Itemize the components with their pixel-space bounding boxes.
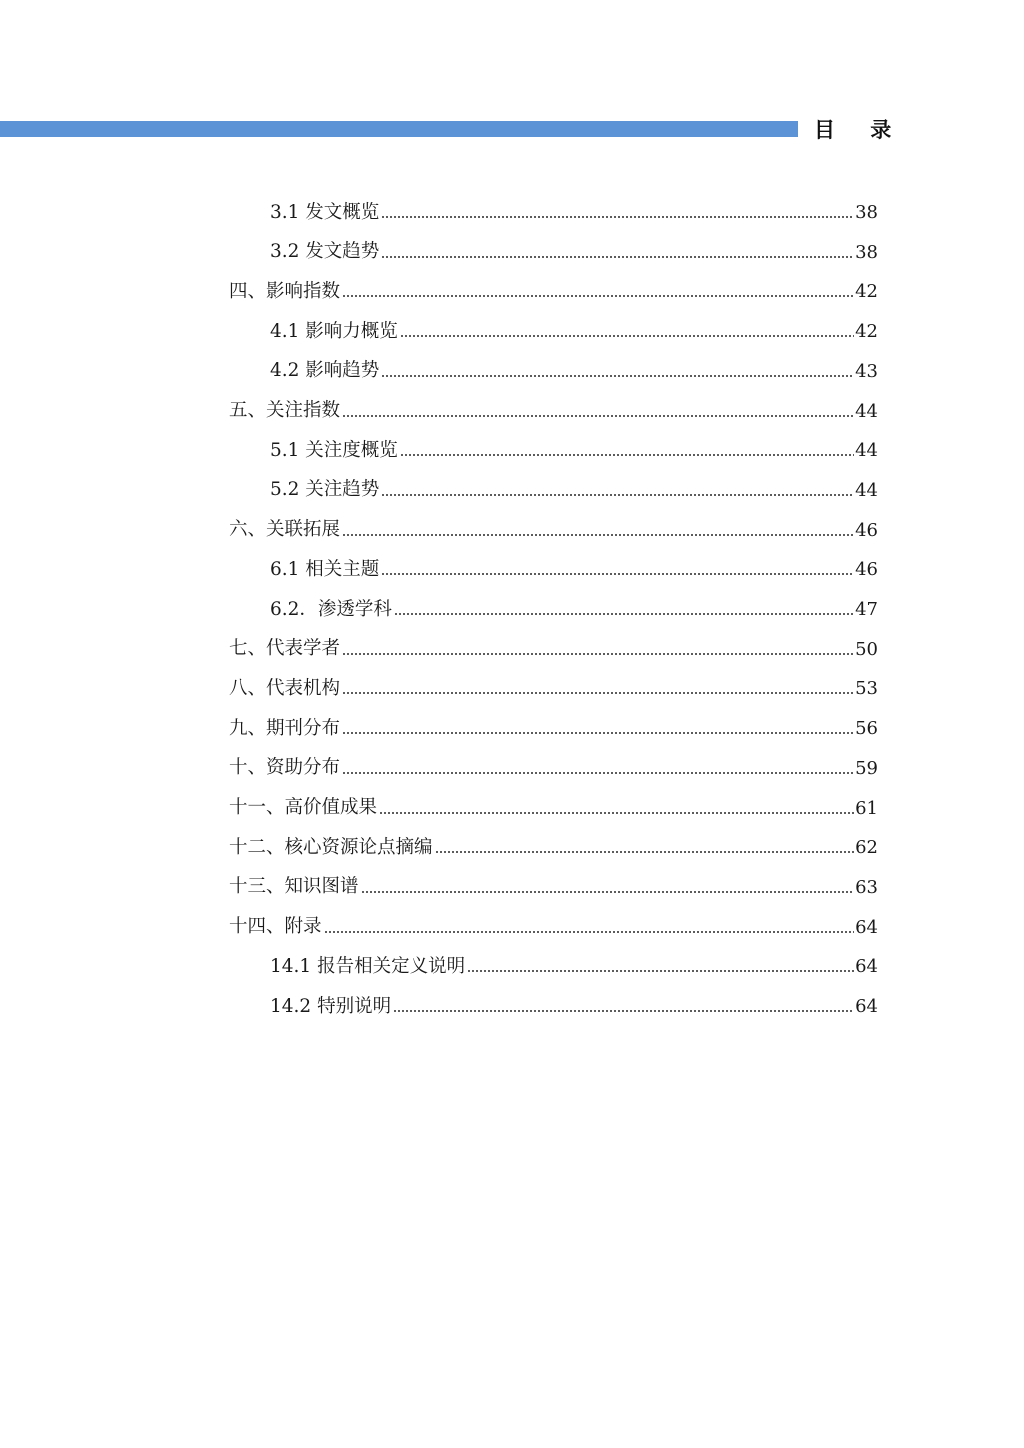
toc-leader-dots — [342, 692, 854, 694]
toc-entry-page: 42 — [855, 281, 878, 303]
toc-entry[interactable] — [270, 984, 878, 1016]
toc-entry-label: 十、资助分布 — [229, 757, 341, 779]
toc-entry[interactable] — [270, 230, 878, 262]
toc-entry-page: 64 — [855, 916, 878, 938]
toc-entry-label: 四、影响指数 — [229, 280, 341, 302]
toc-entry-page: 64 — [855, 956, 878, 978]
toc-entry-page: 63 — [855, 876, 878, 898]
toc-entry-page: 38 — [855, 241, 878, 263]
toc-entry[interactable] — [270, 428, 878, 460]
toc-entry-label: 七、代表学者 — [229, 638, 341, 660]
toc-entry-label: 4.2 影响趋势 — [270, 360, 380, 382]
toc-entry-page: 46 — [855, 559, 878, 581]
toc-entry[interactable] — [229, 627, 878, 659]
toc-leader-dots — [381, 494, 854, 496]
toc-entry-page: 43 — [855, 360, 878, 382]
toc-entry-label: 14.1 报告相关定义说明 — [270, 955, 466, 977]
toc-entry-page: 62 — [855, 837, 878, 859]
toc-leader-dots — [379, 812, 854, 814]
toc-entry-page: 44 — [855, 479, 878, 501]
toc-leader-dots — [381, 256, 854, 258]
toc-entry[interactable] — [229, 786, 878, 818]
toc-entry-label: 十三、知识图谱 — [229, 876, 359, 898]
toc-entry-page: 50 — [855, 638, 878, 660]
toc-entry[interactable] — [229, 706, 878, 738]
toc-entry-label: 3.1 发文概览 — [270, 201, 380, 223]
toc-entry[interactable] — [229, 389, 878, 421]
toc-entry-page: 38 — [855, 202, 878, 223]
toc-leader-dots — [342, 415, 854, 417]
toc-entry-page: 53 — [855, 678, 878, 700]
toc-entry-page: 42 — [855, 321, 878, 343]
toc-leader-dots — [394, 613, 854, 615]
toc-entry[interactable] — [270, 349, 878, 381]
toc-entry[interactable] — [270, 190, 878, 222]
toc-entry[interactable] — [270, 547, 878, 579]
toc-entry[interactable] — [229, 905, 878, 937]
toc-leader-dots — [342, 732, 854, 734]
toc-entry-label: 十一、高价值成果 — [229, 797, 378, 818]
toc-entry[interactable] — [229, 746, 878, 778]
toc-entry[interactable] — [270, 587, 878, 619]
toc-leader-dots — [467, 970, 854, 972]
toc-entry-page: 56 — [855, 718, 878, 740]
toc-leader-dots — [381, 375, 854, 377]
toc-entry-label: 九、期刊分布 — [229, 717, 341, 739]
toc-entry-label: 八、代表机构 — [229, 677, 341, 699]
toc-entry-page: 61 — [855, 797, 878, 819]
toc-leader-dots — [342, 295, 854, 297]
toc-leader-dots — [342, 772, 854, 774]
toc-entry[interactable] — [229, 666, 878, 698]
toc-leader-dots — [400, 454, 854, 456]
toc-entry-page: 47 — [855, 599, 878, 620]
toc-entry-page: 46 — [855, 519, 878, 541]
toc-leader-dots — [361, 891, 855, 893]
toc-entry[interactable] — [270, 944, 878, 976]
toc-entry-page: 59 — [855, 757, 878, 779]
toc-entry-label: 十四、附录 — [229, 916, 322, 938]
toc-leader-dots — [400, 335, 854, 337]
toc-entry[interactable] — [229, 825, 878, 857]
toc-leader-dots — [342, 653, 854, 655]
toc-leader-dots — [381, 216, 854, 218]
toc-entry[interactable] — [229, 508, 878, 540]
toc-entry-label: 十二、核心资源论点摘编 — [229, 836, 433, 858]
toc-entry[interactable] — [270, 468, 878, 500]
toc-leader-dots — [381, 573, 854, 575]
toc-entry-label: 6.2．渗透学科 — [270, 598, 392, 620]
toc-leader-dots — [393, 1010, 854, 1012]
page-title: 目 录 — [814, 118, 906, 142]
toc-entry-label: 5.2 关注趋势 — [270, 479, 380, 501]
toc-entry[interactable] — [229, 865, 878, 897]
toc-leader-dots — [435, 851, 855, 853]
toc-entry-label: 3.2 发文趋势 — [270, 241, 380, 263]
toc-entry-label: 五、关注指数 — [229, 400, 341, 421]
header-color-bar — [0, 121, 798, 137]
toc-entry-page: 44 — [855, 400, 878, 422]
toc-entry-label: 6.1 相关主题 — [270, 558, 380, 580]
toc-entry-label: 4.1 影响力概览 — [270, 320, 398, 342]
toc-entry-page: 64 — [855, 996, 878, 1017]
toc-entry-label: 14.2 特别说明 — [270, 995, 392, 1017]
toc-leader-dots — [324, 931, 855, 933]
toc-entry[interactable] — [229, 269, 878, 301]
toc-entry[interactable] — [270, 309, 878, 341]
toc-entry-label: 5.1 关注度概览 — [270, 439, 398, 461]
toc-entry-page: 44 — [855, 440, 878, 462]
toc-leader-dots — [342, 534, 854, 536]
toc-entry-label: 六、关联拓展 — [229, 519, 341, 541]
